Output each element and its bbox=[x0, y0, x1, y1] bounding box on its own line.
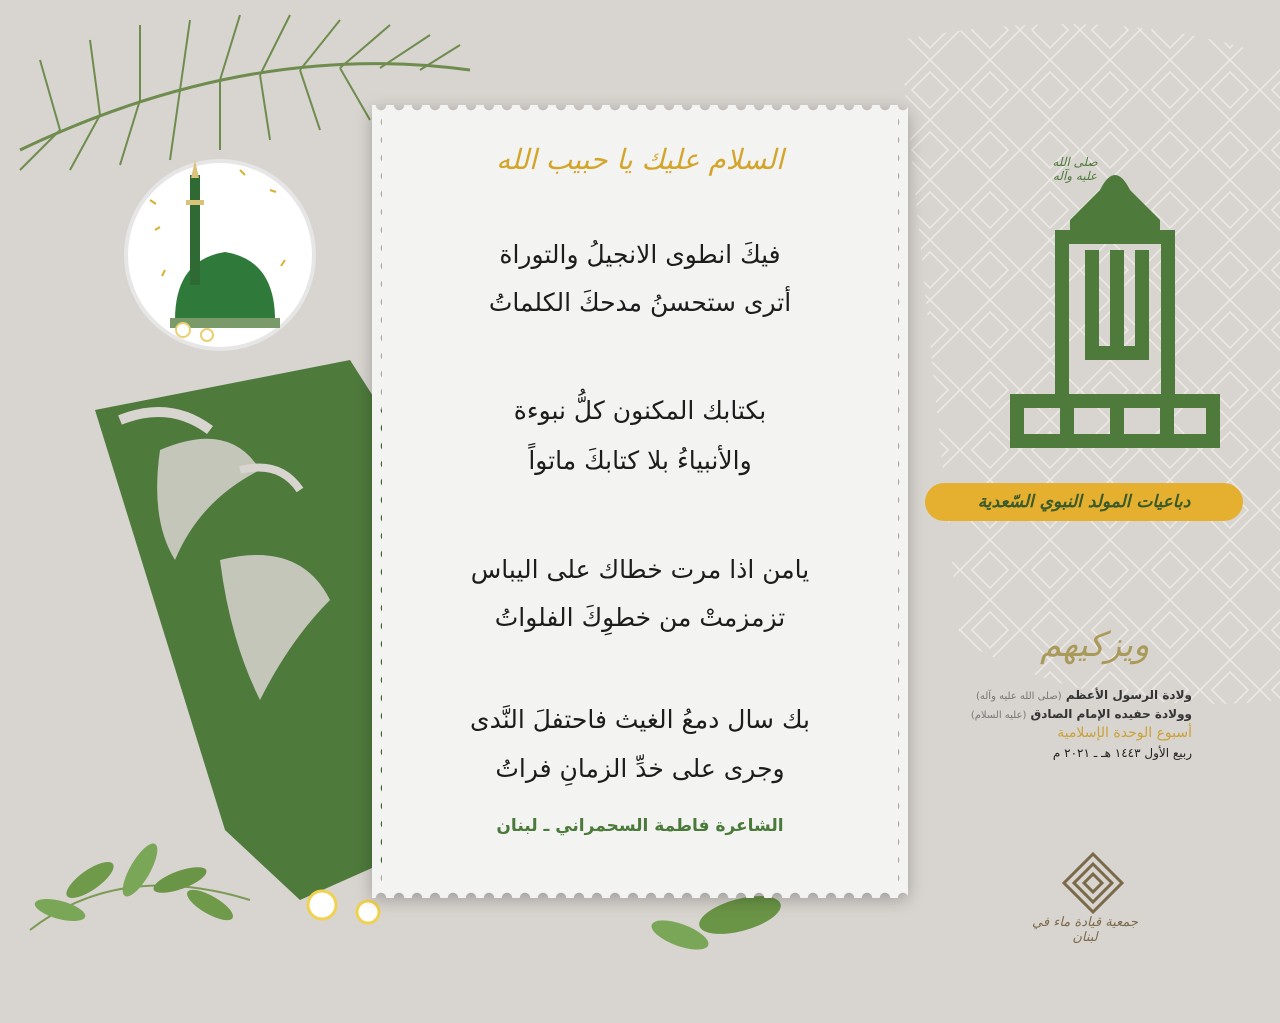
poem-line-2: أترى ستحسنُ مدحكَ الكلماتُ bbox=[488, 288, 792, 317]
occasion-line-3: أسبوع الوحدة الإسلامية bbox=[1057, 725, 1192, 741]
ribbon-text: دباعيات المولد النبوي السّعدية bbox=[977, 492, 1191, 512]
occasion-line-2: وولادة حفيده الإمام الصادق (عليه السلام) bbox=[970, 707, 1192, 721]
association-logo-icon bbox=[1062, 852, 1124, 914]
salam-calligraphy: السلام عليك يا حبيب الله bbox=[496, 143, 784, 176]
mosque-circle bbox=[126, 160, 314, 349]
occasion-line-1: ولادة الرسول الأعظم (صلى الله عليه وآله) bbox=[975, 688, 1192, 702]
poem-line-5: يامن اذا مرت خطاك على اليباس bbox=[470, 555, 810, 584]
occasion-date: ربيع الأول ١٤٤٣ هـ ـ ٢٠٢١ م bbox=[1052, 746, 1192, 760]
poem-line-6: تزمزمتْ من خطوِكَ الفلواتُ bbox=[494, 603, 786, 632]
association-name: جمعية قيادة ماء في لبنان bbox=[1032, 915, 1138, 945]
wayuzakkihim-calligraphy: ويزكيهم bbox=[1040, 625, 1150, 665]
poem-line-8: وجرى على خدِّ الزمانِ فراتُ bbox=[495, 754, 785, 783]
poem-line-4: والأنبياءُ بلا كتابكَ ماتواً bbox=[528, 446, 752, 475]
ribbon-banner bbox=[925, 483, 1243, 521]
poem-line-1: فيكَ انطوى الانجيلُ والتوراة bbox=[499, 240, 781, 269]
poem-line-3: بكتابك المكنون كلُّ نبوءة bbox=[513, 396, 767, 425]
habib-allah-emblem bbox=[1010, 150, 1220, 480]
poem-line-7: بك سال دمعُ الغيث فاحتفلَ النَّدى bbox=[470, 705, 810, 734]
salawat-text: صلى الله عليه وآله bbox=[1052, 155, 1098, 183]
poet-name: الشاعرة فاطمة السحمراني ـ لبنان bbox=[496, 816, 784, 836]
